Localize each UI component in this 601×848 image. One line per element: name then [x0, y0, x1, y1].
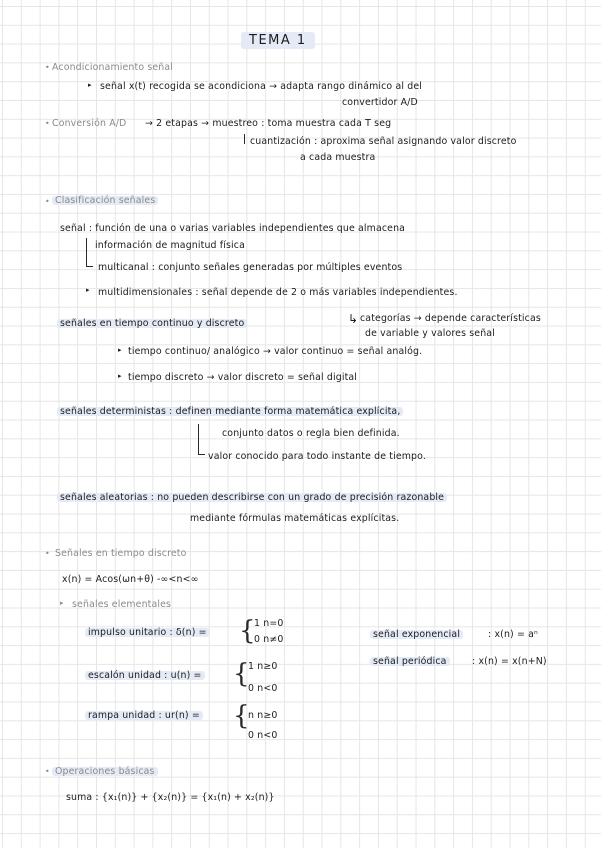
- tiempo-note-1: categorías → depende características: [360, 313, 541, 324]
- impulso-label: impulso unitario : δ(n) =: [85, 628, 210, 637]
- deterministas-line-2: conjunto datos o regla bien definida.: [222, 428, 400, 439]
- tiempo-heading: señales en tiempo continuo y discreto: [57, 319, 247, 328]
- periodica-label: señal periódica: [370, 657, 450, 666]
- periodica-formula: : x(n) = x(n+N): [472, 656, 547, 667]
- page-title: TEMA 1: [241, 32, 315, 49]
- acond-line-2: convertidor A/D: [342, 97, 418, 108]
- arrow-icon: ▸: [118, 346, 122, 354]
- conversion-line-3: a cada muestra: [300, 152, 376, 163]
- multidim-def: multidimensionales : señal depende de 2 o más variables independientes.: [98, 287, 458, 298]
- bullet-icon: •: [45, 63, 50, 72]
- rampa-label: rampa unidad : ur(n) =: [85, 711, 203, 720]
- impulso-case-1: 1 n=0: [254, 618, 284, 629]
- section-acondicionamiento: Acondicionamiento señal: [52, 62, 174, 73]
- arrow-icon: ▸: [60, 599, 64, 607]
- arrow-icon: ▸: [86, 286, 90, 294]
- arrow-icon: ▸: [118, 372, 122, 380]
- arrow-icon: ▸: [88, 81, 92, 89]
- conversion-line-1: → 2 etapas → muestreo : toma muestra cada T seg: [145, 118, 392, 129]
- brace-line: [198, 424, 205, 455]
- bullet-icon: •: [45, 549, 50, 558]
- arrow-icon: ↳: [348, 312, 359, 326]
- tiempo-discreto: tiempo discreto → valor discreto = señal digital: [128, 372, 358, 383]
- brace-line: [86, 238, 93, 267]
- suma-formula: suma : {x₁(n)} + {x₂(n)} = {x₁(n) + x₂(n)}: [66, 792, 275, 803]
- brace-icon: {: [233, 701, 250, 731]
- escalon-case-2: 0 n<0: [248, 683, 278, 694]
- tiempo-note-2: de variable y valores señal: [365, 328, 495, 339]
- senoidal-formula: x(n) = Acos(ωn+θ) -∞<n<∞: [62, 574, 199, 585]
- escalon-label: escalón unidad : u(n) =: [85, 671, 205, 680]
- bullet-icon: •: [45, 197, 50, 206]
- exponencial-label: señal exponencial: [370, 630, 463, 639]
- deterministas-line-1: señales deterministas : definen mediante forma matemática explícita,: [57, 407, 403, 416]
- multicanal-def: multicanal : conjunto señales generadas por múltiples eventos: [98, 262, 403, 273]
- rampa-case-1: n n≥0: [248, 710, 278, 721]
- section-tiempo-discreto: Señales en tiempo discreto: [55, 548, 187, 559]
- aleatorias-line-1: señales aleatorias : no pueden describirse con un grado de precisión razonable: [57, 493, 447, 502]
- section-operaciones: Operaciones básicas: [52, 767, 158, 776]
- brace-icon: {: [239, 616, 256, 646]
- brace-line: [244, 134, 245, 144]
- elementales-heading: señales elementales: [72, 599, 172, 610]
- bullet-icon: •: [45, 767, 50, 776]
- section-conversion: Conversión A/D: [52, 118, 127, 129]
- senal-def-2: información de magnitud física: [95, 240, 245, 251]
- bullet-icon: •: [45, 119, 50, 128]
- senal-def-1: señal : función de una o varias variables independientes que almacena: [60, 223, 406, 234]
- deterministas-line-3: valor conocido para todo instante de tiempo.: [208, 451, 427, 462]
- acond-line-1: señal x(t) recogida se acondiciona → adapta rango dinámico al del: [100, 81, 422, 92]
- tiempo-continuo: tiempo continuo/ analógico → valor continuo = señal analóg.: [128, 346, 423, 357]
- section-clasificacion: Clasificación señales: [52, 196, 158, 205]
- aleatorias-line-2: mediante fórmulas matemáticas explícitas.: [190, 513, 400, 524]
- conversion-line-2: cuantización : aproxima señal asignando valor discreto: [250, 136, 517, 147]
- rampa-case-2: 0 n<0: [248, 730, 278, 741]
- escalon-case-1: 1 n≥0: [248, 661, 278, 672]
- impulso-case-2: 0 n≠0: [254, 634, 284, 645]
- exponencial-formula: : x(n) = aⁿ: [488, 629, 538, 640]
- brace-icon: {: [233, 659, 250, 689]
